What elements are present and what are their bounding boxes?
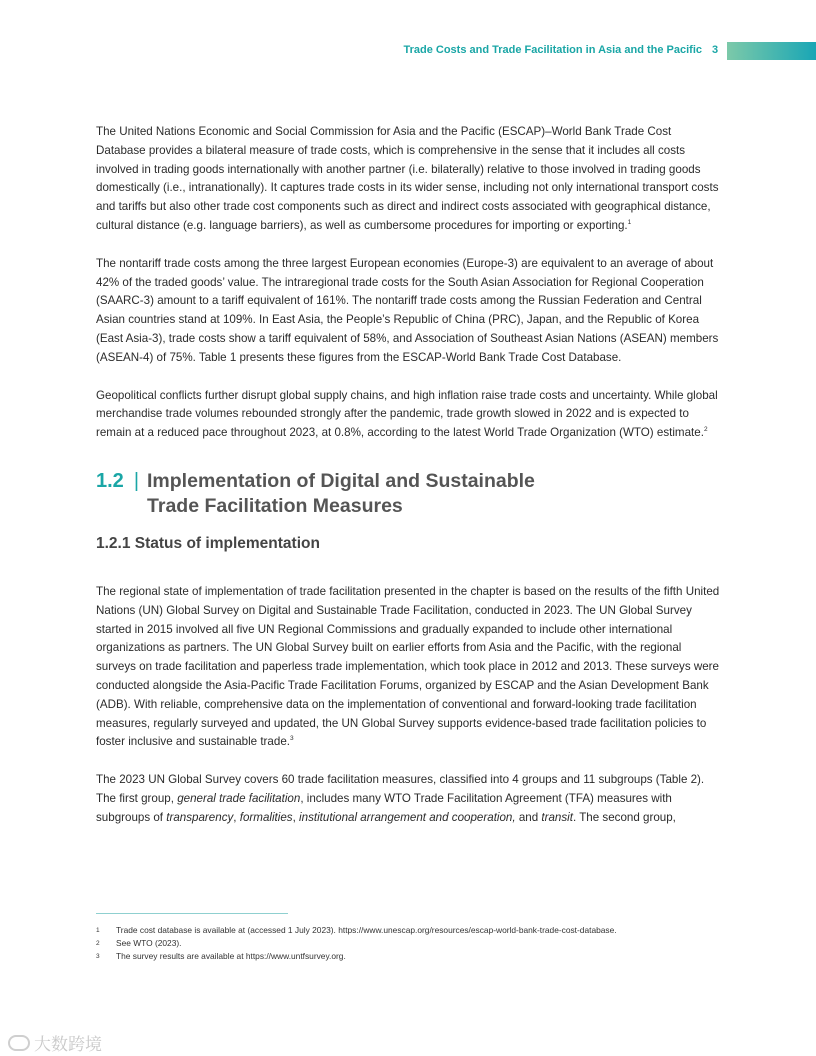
header-accent-bar (727, 42, 816, 60)
footnote-item (96, 950, 736, 963)
paragraph-1: The United Nations Economic and Social Commission for Asia and the Pacific (ESCAP)–World Bank Trade Cost Database provides a bilateral measure of trade costs, which is comprehensive in the sense that it includes all costs involved in trading goods internationally with another partner (i.e. bilaterally) relative to those involved in trading goods domestically (i.e., intranationally). It captures trade costs in its wider sense, including not only international transport costs and tariffs but also other trade cost components such as direct and indirect costs associated with geographical distance, cultural distance (e.g. language barriers), as well as cumbersome procedures for importing or exporting.$^1$ (96, 125, 719, 232)
main-content (96, 123, 720, 847)
footnotes (96, 924, 736, 963)
footnote-number: 1 (96, 927, 100, 934)
paragraph-2: The nontariff trade costs among the three largest European economies (Europe-3) are equivalent to an average of about 42% of the traded goods’ value. The intraregional trade costs for the South Asian Association for Regional Cooperation (SAARC-3) amount to a tariff equivalent of 161%. The nontariff trade costs among the Russian Federation and Central Asian countries stand at 109%. In East Asia, the People’s Republic of China (PRC), Japan, and the Republic of Korea (East Asia-3), trade costs show a tariff equivalent of 58%, and Association of Southeast Asian Nations (ASEAN) members (ASEAN-4) of 75%. Table 1 presents these figures from the ESCAP-World Bank Trade Cost Database. (96, 256, 719, 364)
section-heading (96, 469, 720, 519)
footnote-ref-1[interactable]: 1 (627, 219, 632, 227)
footnote-item (96, 924, 736, 937)
section-title: Implementation of Digital and Sustainable Trade Facilitation Measures (147, 469, 535, 517)
footnote-text: The survey results are available at https://www.untfsurvey.org. (116, 951, 346, 961)
watermark-logo-icon (8, 1035, 30, 1051)
footnote-number: 2 (96, 940, 100, 947)
watermark-text: 大数跨境 (34, 1035, 102, 1055)
footnote-ref-3[interactable]: 3 (290, 735, 294, 743)
running-title: Trade Costs and Trade Facilitation in Asia and the Pacific (403, 44, 702, 56)
paragraph-4: The regional state of implementation of trade facilitation presented in the chapter is based on the results of the fifth United Nations (UN) Global Survey on Digital and Sustainable Trade Facilitation, conducted in 2023. The UN Global Survey started in 2015 involved all five UN Regional Commissions and gradually expanded to include other international organizations as partners. The UN Global Survey built on earlier efforts from Asia and the Pacific, with the regional surveys on trade facilitation and paperless trade implementation, which took place in 2012 and 2013. These surveys were conducted alongside the Asia-Pacific Trade Facilitation Forums, organized by ESCAP and the Asian Development Bank (ADB). With reliable, comprehensive data on the implementation of conventional and forward-looking trade facilitation measures, regularly surveyed and updated, the UN Global Survey supports evidence-based trade facilitation policies to foster inclusive and sustainable trade.$^3$ (96, 584, 720, 749)
footnote-number: 3 (96, 953, 100, 960)
footnote-text: Trade cost database is available at (accessed 1 July 2023). https://www.unescap.org/resources/escap-world-bank-trade-cost-database. (116, 925, 617, 935)
footnote-text: See WTO (2023). (116, 938, 182, 948)
footnote-ref-2[interactable]: 2 (703, 426, 708, 434)
footnote-divider (96, 913, 288, 914)
paragraph-3: Geopolitical conflicts further disrupt global supply chains, and high inflation raise trade costs and uncertainty. While global merchandise trade volumes rebounded strongly after the pandemic, trade growth slowed in 2022 and is expected to remain at a reduced pace throughout 2023, at 0.8%, according to the latest World Trade Organization (WTO) estimate.$^2$ (96, 388, 718, 440)
footnote-item (96, 937, 736, 950)
section-separator: | (133, 469, 140, 492)
paragraph-5: The 2023 UN Global Survey covers 60 trade facilitation measures, classified into 4 groups and 11 subgroups (Table 2). The first group, general trade facilitation, includes many WTO Trade Facilitation Agreement (TFA) measures with subgroups of transparency, formalities, institutional arrangement and cooperation, and transit. The second group, (96, 773, 705, 824)
page-number: 3 (712, 44, 719, 56)
subsection-heading: 1.2.1 Status of implementation (96, 534, 320, 552)
section-number: 1.2 (96, 469, 124, 492)
page-header (0, 42, 816, 62)
watermark (8, 1030, 102, 1055)
